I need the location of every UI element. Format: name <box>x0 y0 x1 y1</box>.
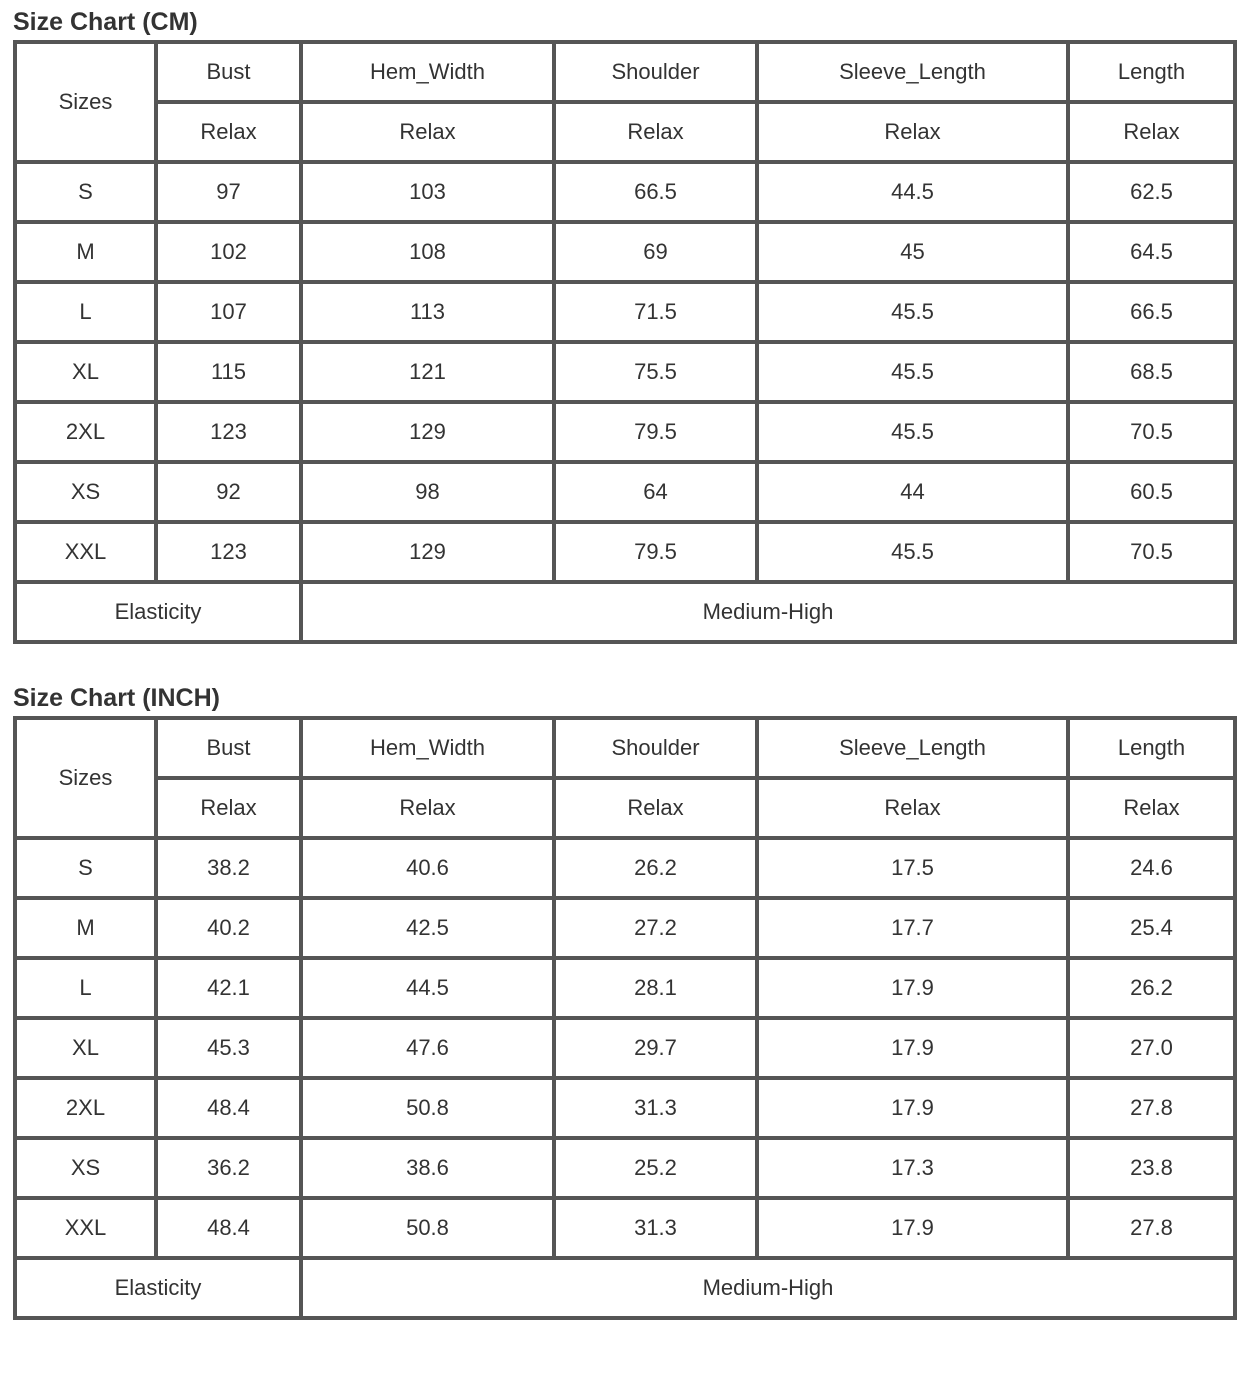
length-subheader: Relax <box>1068 778 1235 838</box>
hem-width-cell: 129 <box>301 522 554 582</box>
hem-width-header: Hem_Width <box>301 718 554 778</box>
table-row <box>15 402 1235 462</box>
sleeve-length-header: Sleeve_Length <box>757 718 1068 778</box>
bust-header: Bust <box>156 42 301 102</box>
size-cell: S <box>15 162 156 222</box>
table-row <box>15 222 1235 282</box>
size-chart-cm-table <box>13 40 1237 644</box>
table-row <box>15 162 1235 222</box>
sleeve-length-cell: 44 <box>757 462 1068 522</box>
length-cell: 68.5 <box>1068 342 1235 402</box>
sleeve-length-cell: 17.5 <box>757 838 1068 898</box>
table-row <box>15 958 1235 1018</box>
shoulder-cell: 66.5 <box>554 162 757 222</box>
shoulder-cell: 28.1 <box>554 958 757 1018</box>
table-row <box>15 898 1235 958</box>
bust-cell: 42.1 <box>156 958 301 1018</box>
length-cell: 70.5 <box>1068 522 1235 582</box>
shoulder-cell: 75.5 <box>554 342 757 402</box>
bust-cell: 123 <box>156 522 301 582</box>
sleeve-length-header: Sleeve_Length <box>757 42 1068 102</box>
hem-width-cell: 98 <box>301 462 554 522</box>
hem-width-cell: 44.5 <box>301 958 554 1018</box>
table-row <box>15 838 1235 898</box>
length-header: Length <box>1068 718 1235 778</box>
length-cell: 60.5 <box>1068 462 1235 522</box>
table-row <box>15 282 1235 342</box>
shoulder-cell: 79.5 <box>554 522 757 582</box>
shoulder-cell: 69 <box>554 222 757 282</box>
shoulder-cell: 25.2 <box>554 1138 757 1198</box>
sleeve-length-subheader: Relax <box>757 102 1068 162</box>
bust-cell: 40.2 <box>156 898 301 958</box>
hem-width-cell: 40.6 <box>301 838 554 898</box>
size-cell: XXL <box>15 1198 156 1258</box>
length-cell: 27.8 <box>1068 1078 1235 1138</box>
size-chart-inch-title: Size Chart (INCH) <box>13 684 220 712</box>
table-row <box>15 1018 1235 1078</box>
size-cell: XS <box>15 462 156 522</box>
shoulder-cell: 71.5 <box>554 282 757 342</box>
elasticity-label: Elasticity <box>15 1258 301 1318</box>
header-row <box>15 718 1235 778</box>
bust-cell: 102 <box>156 222 301 282</box>
size-chart-cm-title: Size Chart (CM) <box>13 8 198 36</box>
sleeve-length-cell: 45.5 <box>757 282 1068 342</box>
size-cell: M <box>15 222 156 282</box>
bust-cell: 123 <box>156 402 301 462</box>
elasticity-value: Medium-High <box>301 582 1235 642</box>
sleeve-length-cell: 17.9 <box>757 1198 1068 1258</box>
size-cell: L <box>15 958 156 1018</box>
length-cell: 27.0 <box>1068 1018 1235 1078</box>
shoulder-subheader: Relax <box>554 778 757 838</box>
shoulder-subheader: Relax <box>554 102 757 162</box>
hem-width-subheader: Relax <box>301 102 554 162</box>
size-cell: 2XL <box>15 1078 156 1138</box>
bust-cell: 36.2 <box>156 1138 301 1198</box>
length-cell: 26.2 <box>1068 958 1235 1018</box>
hem-width-cell: 113 <box>301 282 554 342</box>
hem-width-cell: 103 <box>301 162 554 222</box>
length-cell: 66.5 <box>1068 282 1235 342</box>
shoulder-cell: 79.5 <box>554 402 757 462</box>
bust-header: Bust <box>156 718 301 778</box>
size-cell: XXL <box>15 522 156 582</box>
length-cell: 70.5 <box>1068 402 1235 462</box>
table-row <box>15 462 1235 522</box>
hem-width-cell: 129 <box>301 402 554 462</box>
sleeve-length-subheader: Relax <box>757 778 1068 838</box>
hem-width-cell: 50.8 <box>301 1198 554 1258</box>
bust-subheader: Relax <box>156 778 301 838</box>
table-row <box>15 1138 1235 1198</box>
shoulder-cell: 64 <box>554 462 757 522</box>
size-cell: M <box>15 898 156 958</box>
length-cell: 25.4 <box>1068 898 1235 958</box>
header-row <box>15 42 1235 102</box>
sleeve-length-cell: 45.5 <box>757 342 1068 402</box>
shoulder-cell: 31.3 <box>554 1198 757 1258</box>
hem-width-cell: 121 <box>301 342 554 402</box>
length-subheader: Relax <box>1068 102 1235 162</box>
sleeve-length-cell: 17.9 <box>757 1018 1068 1078</box>
sizes-header: Sizes <box>15 42 156 162</box>
shoulder-cell: 26.2 <box>554 838 757 898</box>
sleeve-length-cell: 17.9 <box>757 1078 1068 1138</box>
elasticity-row <box>15 1258 1235 1318</box>
length-cell: 24.6 <box>1068 838 1235 898</box>
table-row <box>15 342 1235 402</box>
shoulder-header: Shoulder <box>554 718 757 778</box>
bust-cell: 92 <box>156 462 301 522</box>
table-row <box>15 1198 1235 1258</box>
shoulder-cell: 29.7 <box>554 1018 757 1078</box>
table-row <box>15 1078 1235 1138</box>
size-cell: XS <box>15 1138 156 1198</box>
length-cell: 64.5 <box>1068 222 1235 282</box>
sleeve-length-cell: 45 <box>757 222 1068 282</box>
bust-cell: 115 <box>156 342 301 402</box>
length-cell: 62.5 <box>1068 162 1235 222</box>
size-cell: 2XL <box>15 402 156 462</box>
elasticity-row <box>15 582 1235 642</box>
hem-width-subheader: Relax <box>301 778 554 838</box>
length-cell: 27.8 <box>1068 1198 1235 1258</box>
length-header: Length <box>1068 42 1235 102</box>
bust-cell: 38.2 <box>156 838 301 898</box>
size-cell: XL <box>15 342 156 402</box>
sleeve-length-cell: 17.9 <box>757 958 1068 1018</box>
size-chart-inch-table <box>13 716 1237 1320</box>
elasticity-value: Medium-High <box>301 1258 1235 1318</box>
size-cell: L <box>15 282 156 342</box>
sleeve-length-cell: 44.5 <box>757 162 1068 222</box>
sleeve-length-cell: 17.7 <box>757 898 1068 958</box>
length-cell: 23.8 <box>1068 1138 1235 1198</box>
hem-width-cell: 108 <box>301 222 554 282</box>
sizes-header: Sizes <box>15 718 156 838</box>
sleeve-length-cell: 45.5 <box>757 522 1068 582</box>
bust-cell: 45.3 <box>156 1018 301 1078</box>
hem-width-cell: 38.6 <box>301 1138 554 1198</box>
size-cell: S <box>15 838 156 898</box>
bust-subheader: Relax <box>156 102 301 162</box>
table-row <box>15 522 1235 582</box>
subheader-row <box>15 778 1235 838</box>
shoulder-cell: 31.3 <box>554 1078 757 1138</box>
hem-width-cell: 47.6 <box>301 1018 554 1078</box>
sleeve-length-cell: 45.5 <box>757 402 1068 462</box>
bust-cell: 48.4 <box>156 1078 301 1138</box>
elasticity-label: Elasticity <box>15 582 301 642</box>
sleeve-length-cell: 17.3 <box>757 1138 1068 1198</box>
hem-width-cell: 42.5 <box>301 898 554 958</box>
hem-width-header: Hem_Width <box>301 42 554 102</box>
bust-cell: 48.4 <box>156 1198 301 1258</box>
bust-cell: 97 <box>156 162 301 222</box>
shoulder-cell: 27.2 <box>554 898 757 958</box>
shoulder-header: Shoulder <box>554 42 757 102</box>
bust-cell: 107 <box>156 282 301 342</box>
hem-width-cell: 50.8 <box>301 1078 554 1138</box>
size-cell: XL <box>15 1018 156 1078</box>
subheader-row <box>15 102 1235 162</box>
